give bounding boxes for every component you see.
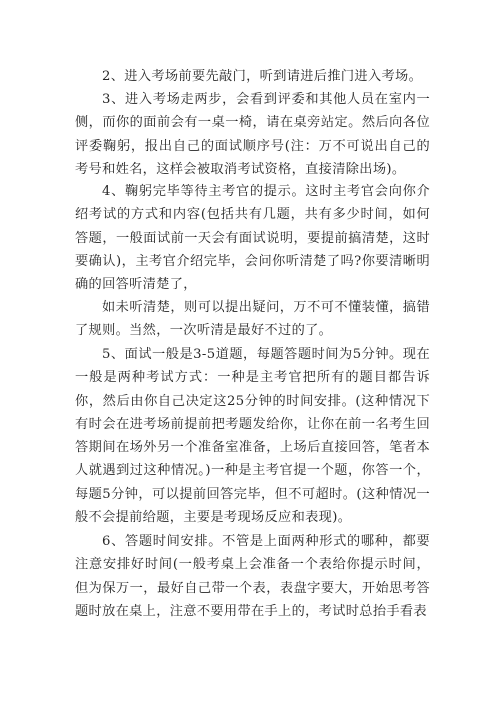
paragraph-step-6: 6、答题时间安排。不管是上面两种形式的哪种，都要注意安排好时间(一般考桌上会准备一个表给你提示时间，但为保万一，最好自己带一个表，表盘字要大，开始思考答题时放在桌上，注意不要用带在手上的，考试时总抬手看表 xyxy=(75,534,430,619)
paragraph-step-3: 3、进入考场走两步，会看到评委和其他人员在室内一侧，而你的面前会有一桌一椅，请在桌旁站定。然后向各位评委鞠躬，报出自己的面试顺序号(注：万不可说出自己的考号和姓名，这样会被取消考试资格，直接清除出场)。 xyxy=(75,92,430,177)
paragraph-step-4: 4、鞠躬完毕等待主考官的提示。这时主考官会向你介绍考试的方式和内容(包括共有几题，共有多少时间，如何答题，一般面试前一天会有面试说明，要提前搞清楚，这时要确认)，主考官介绍完毕，会问你听清楚了吗?你要清晰明确的回答听清楚了， xyxy=(75,184,430,293)
paragraph-step-2: 2、进入考场前要先敲门，听到请进后推门进入考场。 xyxy=(102,69,423,84)
paragraph-clarification: 如未听清楚，则可以提出疑问，万不可不懂装懂，搞错了规则。当然，一次听清是最好不过的了。 xyxy=(75,300,430,339)
paragraph-step-5: 5、面试一般是3-5道题，每题答题时间为5分钟。现在一般是两种考试方式：一种是主考官把所有的题目都告诉你，然后由你自己决定这25分钟的时间安排。(这种情况下有时会在进考场前提前把考题发给你，让你在前一名考生回答期间在场外另一个准备室准备，上场后直接回答，笔者本人就遇到过这种情况。)一种是主考官提一个题，你答一个，每题5分钟，可以提前回答完毕，但不可超时。(这种情况一般不会提前给题，主要是考现场反应和表现)。 xyxy=(75,347,430,526)
